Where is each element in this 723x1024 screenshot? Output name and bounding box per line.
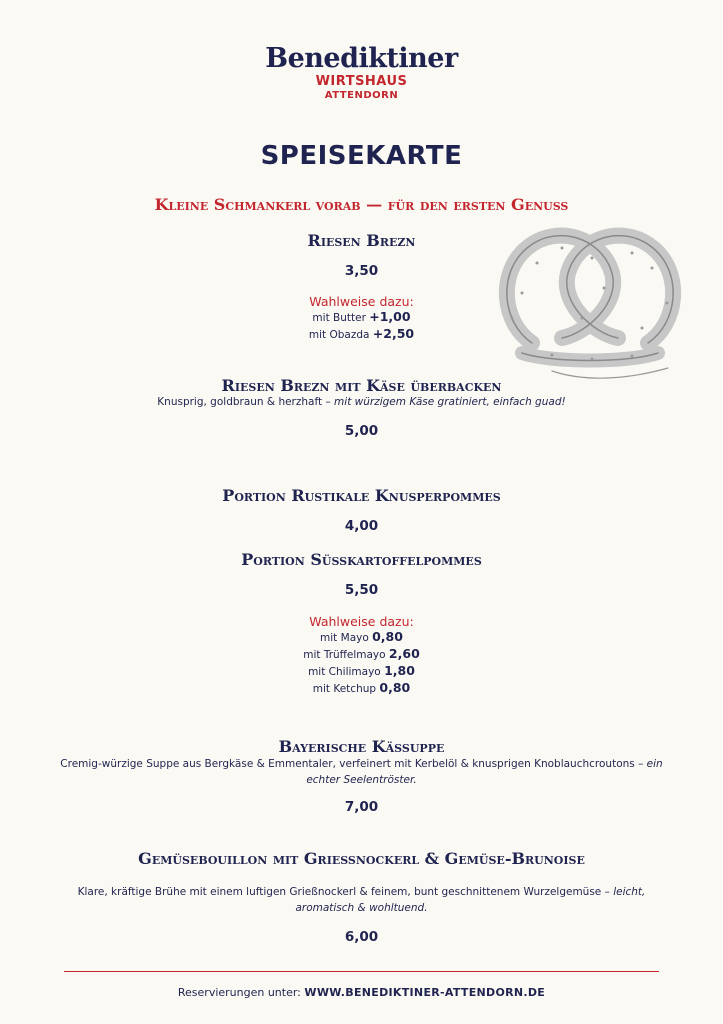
footer-divider — [64, 971, 659, 972]
addon-option — [0, 326, 723, 343]
description-text: Knusprig, goldbraun & herzhaft – — [157, 396, 335, 408]
addon-option — [0, 680, 723, 697]
menu-item-name: Portion Süsskartoffelpommes — [241, 550, 482, 569]
menu-item-price: 6,00 — [344, 929, 379, 945]
addon-option — [0, 663, 723, 680]
page-title: SPEISEKARTE — [260, 141, 463, 171]
addon-label: mit Butter — [312, 312, 366, 324]
addon-price: 1,80 — [384, 663, 415, 678]
menu-item-description — [60, 394, 663, 410]
menu-item-price: 7,00 — [344, 799, 379, 815]
menu-item-name: Portion Rustikale Knusperpommes — [222, 486, 501, 505]
addon-label: mit Chilimayo — [308, 666, 381, 678]
footer-website-link[interactable]: WWW.BENEDIKTINER-ATTENDORN.DE — [304, 986, 546, 999]
menu-item-name: Riesen Brezn — [307, 231, 416, 250]
addon-price: +2,50 — [372, 326, 415, 341]
description-text: Cremig-würzige Suppe aus Bergkäse & Emmentaler, verfeinert mit Kerbelöl & knusprigen Knoblauchcroutons – — [60, 758, 647, 770]
logo — [0, 44, 723, 102]
addon-heading: Wahlweise dazu: — [309, 294, 414, 309]
footer-label: Reservierungen unter: — [177, 986, 301, 999]
logo-subtitle: WIRTSHAUS — [315, 74, 408, 89]
footer — [0, 986, 723, 999]
menu-item-price: 5,00 — [344, 423, 379, 439]
menu-item-description — [60, 756, 663, 788]
menu-item-name: Gemüsebouillon mit Griessnockerl & Gemüse-Brunoise — [138, 849, 585, 868]
addon-price: 0,80 — [379, 680, 411, 695]
addon-option — [0, 646, 723, 663]
menu-item-name: Riesen Brezn mit Käse überbacken — [221, 376, 502, 395]
description-italic: ein echter Seelentröster. — [306, 758, 663, 786]
addon-label: mit Ketchup — [312, 683, 377, 695]
addon-option — [0, 309, 723, 326]
section-heading: Kleine Schmankerl vorab — für den ersten Genuss — [154, 195, 569, 214]
description-italic: leicht, aromatisch & wohltuend. — [295, 886, 646, 914]
logo-wordmark: Benediktiner — [265, 43, 458, 74]
addon-label: mit Obazda — [308, 329, 370, 341]
description-italic: mit würzigem Käse gratiniert, einfach guad! — [334, 396, 566, 408]
addon-label: mit Mayo — [320, 632, 369, 644]
addon-option — [0, 629, 723, 646]
description-text: Klare, kräftige Brühe mit einem luftigen Grießnockerl & feinem, bunt geschnittenem Wurzelgemüse – — [77, 886, 614, 898]
addon-price: 2,60 — [388, 646, 420, 661]
menu-item-name: Bayerische Kässuppe — [278, 737, 445, 756]
menu-item-price: 3,50 — [344, 263, 379, 279]
logo-location: ATTENDORN — [324, 90, 399, 101]
menu-item-price: 4,00 — [344, 518, 379, 534]
addon-price: +1,00 — [369, 309, 411, 324]
addon-label: mit Trüffelmayo — [303, 649, 386, 661]
addon-price: 0,80 — [372, 629, 403, 644]
menu-item-price: 5,50 — [344, 582, 379, 598]
addon-list — [0, 309, 723, 343]
addon-list — [0, 629, 723, 697]
addon-heading: Wahlweise dazu: — [309, 614, 414, 629]
menu-item-description — [60, 884, 663, 916]
